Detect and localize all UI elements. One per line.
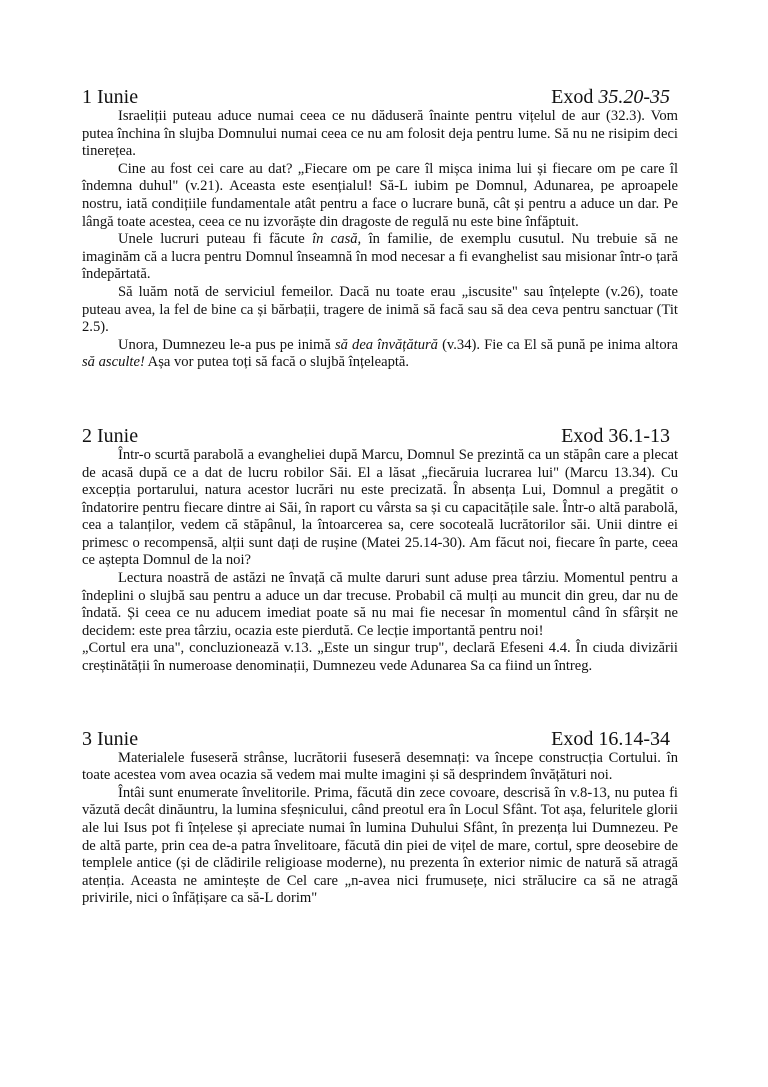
paragraph: Materialele fuseseră strânse, lucrătorii fuseseră desemnați: va începe construcția Cortului. în toate acestea vom avea ocazia să vedem mai multe imagini și să desprindem învățături noi. (82, 749, 678, 784)
day-header (82, 728, 678, 750)
page-content (82, 86, 678, 908)
day-date: 3 Iunie (82, 727, 139, 750)
paragraph: Unele lucruri puteau fi făcute în casă, în familie, de exemplu cusutul. Nu trebuie să ne imaginăm că a lucra pentru Domnul înseamnă în mod necesar a fi evanghelist sau misionar într-o țară îndepărtată. (82, 231, 678, 283)
day-section-1 (82, 86, 678, 372)
scripture-reference: Exod 36.1-13 (561, 424, 670, 447)
paragraph: Întâi sunt enumerate învelitorile. Prima, făcută din zece covoare, descrisă în v.8-13, nu putea fi văzută decât dinăuntru, la lumina sfeșnicului, când preotul era în Locul Sfânt. Tot așa, feluritele glorii ale lui Isus pot fi înțelese și apreciate numai în lumina Duhului Sfânt, în prezența lui Dumnezeu. Pe de altă parte, prin cea de-a patra învelitoare, făcută din piei de vițel de mare, cortul, spre deosebire de templele antice (și de clădirile religioase moderne), nu prezenta în exterior nimic de natură să atragă atenția. Aceasta ne amintește de Cel care „n-avea nici frumusețe, nici strălucire ca să ne atragă privirile, nici o înfățișare ca să-L dorim" (82, 784, 678, 907)
paragraph: „Cortul era una", concluzionează v.13. „Este un singur trup", declară Efeseni 4.4. În ciuda divizării creștinătății în numeroase denominații, Dumnezeu vede Adunarea Sa ca fiind un întreg. (82, 640, 678, 675)
day-date: 1 Iunie (82, 86, 139, 108)
paragraph: Unora, Dumnezeu le-a pus pe inimă să dea învățătură (v.34). Fie ca El să pună pe inima altora să asculte! Așa vor putea toți să facă o slujbă înțeleaptă. (82, 336, 678, 371)
paragraph: Lectura noastră de astăzi ne învață că multe daruri sunt aduse prea târziu. Momentul pentru a îndeplini o slujbă sau pentru a aduce un dar trecuse. Probabil că mulți au muncit din greu, dar nu de îndată. Și ceea ce nu aducem imediat poate să nu mai fie necesar în momentul când în sfârșit ne decidem: este prea târziu, ocazia este pierdută. Ce lecție importantă pentru noi! (82, 570, 678, 639)
day-header (82, 86, 678, 108)
day-date: 2 Iunie (82, 424, 139, 447)
paragraph: Israeliții puteau aduce numai ceea ce nu dăduseră înainte pentru vițelul de aur (32.3). Vom putea închina în slujba Domnului numai ceea ce nu am folosit deja pentru lume. Să nu ne risipim deci tinerețea. (82, 108, 678, 160)
paragraph: Într-o scurtă parabolă a evangheliei după Marcu, Domnul Se prezintă ca un stăpân care a plecat de acasă după ce a dat de lucru robilor Săi. El a lăsat „fiecăruia lucrarea lui" (Marcu 13.34). Cu excepția portarului, natura acestor lucrări nu este precizată. În absența Lui, Domnul a pregătit o îndatorire pentru fiecare dintre ai Săi, în raport cu vârsta sa și cu capacitățile sale. Într-o altă parabolă, cea a talanților, vedem că stăpânul, la întoarcerea sa, cere socoteală lucrătorilor săi. Unii dintre ei primesc o recompensă, alții sunt dați de rușine (Matei 25.14-30). Am făcut noi, fiecare în parte, ceea ce aștepta Domnul de la noi? (82, 446, 678, 569)
day-section-2 (82, 425, 678, 676)
scripture-reference: Exod 35.20-35 (551, 86, 670, 108)
scripture-reference: Exod 16.14-34 (551, 727, 670, 750)
paragraph: Cine au fost cei care au dat? „Fiecare om pe care îl mișca inima lui și fiecare om pe care îl îndemna duhul" (v.21). Aceasta este esențialul! Să-L iubim pe Domnul, Adunarea, pe aproapele nostru, iată condițiile fundamentale atât pentru a face o lucrare bună, cât și pentru a aduce un dar. Pe lângă toate acestea, ceea ce nu izvorăște din dragoste de regulă nu este bine înfăptuit. (82, 160, 678, 230)
paragraph: Să luăm notă de serviciul femeilor. Dacă nu toate erau „iscusite" sau înțelepte (v.26), toate puteau avea, la fel de bine ca și bărbații, tragere de inimă să facă sau să dea ceva pentru sanctuar (Tit 2.5). (82, 283, 678, 336)
day-section-3 (82, 728, 678, 908)
day-header (82, 425, 678, 447)
